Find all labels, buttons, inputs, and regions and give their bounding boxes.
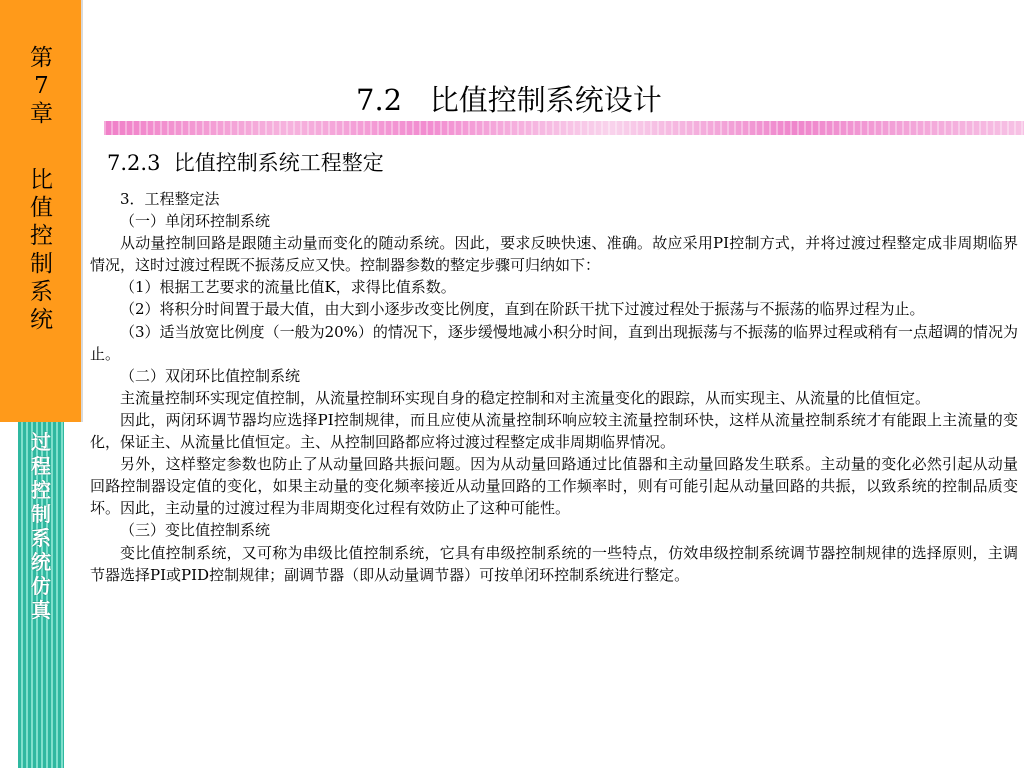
course-title	[18, 430, 64, 622]
chapter-name-char: 统	[30, 307, 53, 333]
paragraph: （二）双闭环比值控制系统	[120, 366, 301, 385]
chapter-name-char: 系	[30, 279, 53, 305]
paragraph: 变比值控制系统，又可称为串级比值控制系统，它具有串级控制系统的一些特点，仿效串级控制系统调节器控制规律的选择原则，主调节器选择PI或PID控制规律；副调节器（即从动量调节器）可按单闭环控制系统进行整定。	[90, 543, 1018, 584]
course-char: 制	[31, 502, 51, 526]
course-panel	[0, 422, 83, 768]
paragraph: （2）将积分时间置于最大值，由大到小逐步改变比例度，直到在阶跃干扰下过渡过程处于振荡与不振荡的临界过程为止。	[120, 300, 925, 319]
chapter-label	[0, 44, 83, 334]
chapter-name-char: 比	[30, 167, 53, 193]
slide-title: 7.2 比值控制系统设计	[356, 83, 662, 117]
chapter-name-char: 控	[30, 223, 53, 249]
course-char: 过	[31, 430, 51, 454]
paragraph: （1）根据工艺要求的流量比值K，求得比值系数。	[120, 278, 456, 297]
body-text	[90, 188, 1018, 586]
course-char: 系	[31, 526, 51, 550]
chapter-name-char: 制	[30, 251, 53, 277]
paragraph: （三）变比值控制系统	[120, 521, 271, 540]
chapter-panel	[0, 0, 83, 422]
course-char: 控	[31, 478, 51, 502]
chapter-char: 7	[34, 73, 49, 99]
course-char: 真	[31, 598, 51, 622]
chapter-char: 第	[30, 45, 53, 71]
course-char: 程	[31, 454, 51, 478]
paragraph: （3）适当放宽比例度（一般为20%）的情况下，逐步缓慢地减小积分时间，直到出现振荡与不振荡的临界过程或稍有一点超调的情况为止。	[90, 322, 1018, 363]
paragraph: 从动量控制回路是跟随主动量而变化的随动系统。因此，要求反映快速、准确。故应采用PI控制方式，并将过渡过程整定成非周期临界情况，这时过渡过程既不振荡反应又快。控制器参数的整定步骤可归纳如下：	[90, 234, 1018, 275]
paragraph: 3．工程整定法	[120, 190, 220, 208]
section-title: 7.2.3 比值控制系统工程整定	[107, 151, 384, 175]
chapter-name-char: 值	[30, 195, 53, 221]
paragraph: 另外，这样整定参数也防止了从动量回路共振问题。因为从动量回路通过比值器和主动量回路发生联系。主动量的变化必然引起从动量回路控制器设定值的变化，如果主动量的变化频率接近从动量回路的工作频率时，则有可能引起从动量回路的共振，以致系统的控制品质变坏。因此，主动量的过渡过程为非周期变化过程有效防止了这种可能性。	[90, 455, 1018, 518]
spacer	[0, 128, 83, 166]
paragraph: 因此，两闭环调节器均应选择PI控制规律，而且应使从流量控制环响应较主流量控制环快，这样从流量控制系统才有能跟上主流量的变化，保证主、从流量比值恒定。主、从控制回路都应将过渡过程整定成非周期临界情况。	[90, 410, 1018, 452]
title-divider-bar	[104, 121, 1024, 135]
course-char: 仿	[31, 574, 51, 598]
paragraph: 主流量控制环实现定值控制，从流量控制环实现自身的稳定控制和对主流量变化的跟踪，从而实现主、从流量的比值恒定。	[120, 388, 931, 407]
course-char: 统	[31, 550, 51, 574]
paragraph: （一）单闭环控制系统	[120, 212, 271, 231]
chapter-char: 章	[30, 101, 53, 127]
